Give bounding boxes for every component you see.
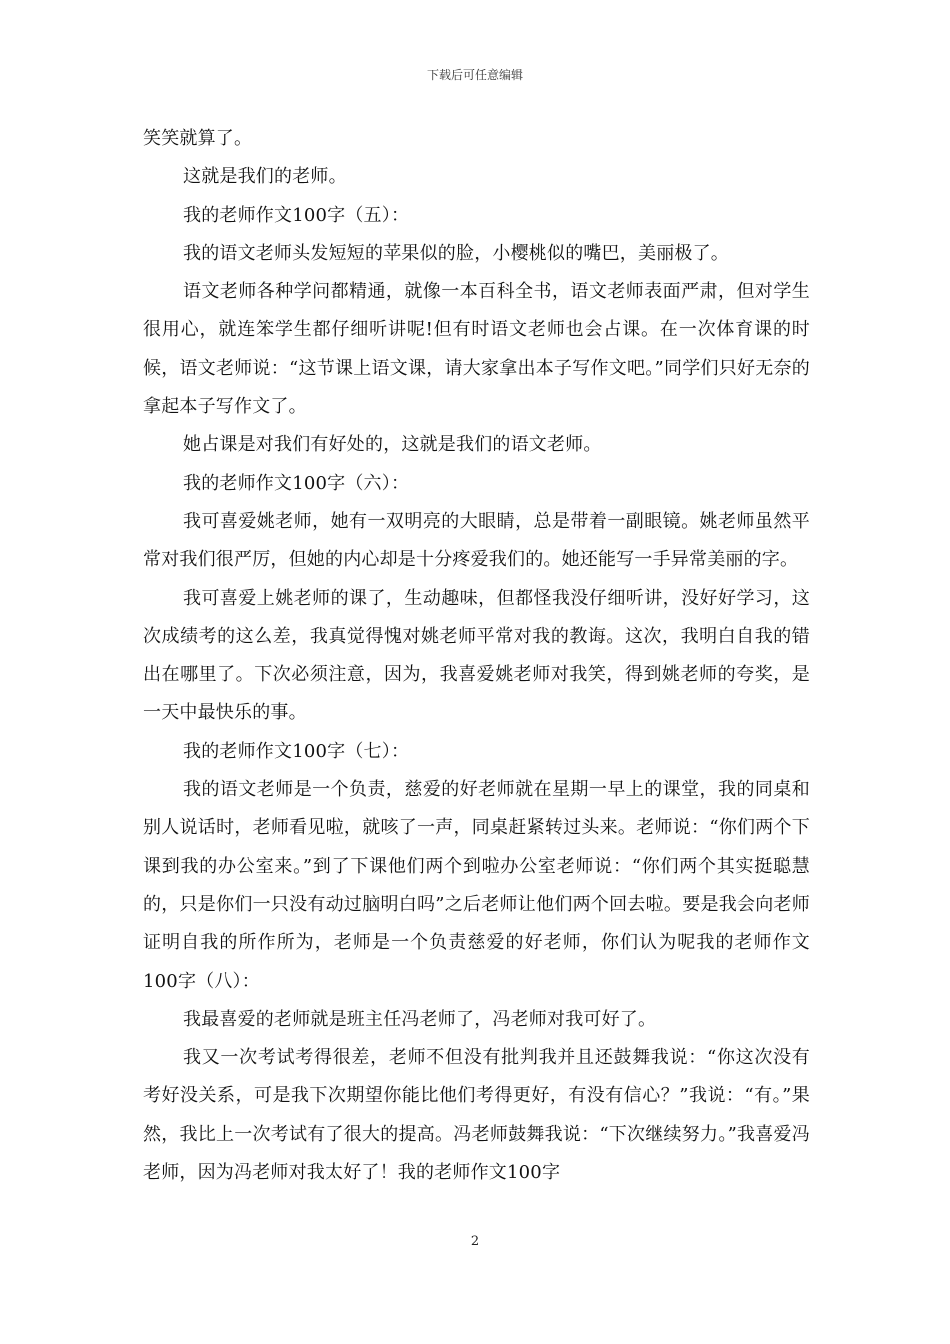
paragraph: 我又一次考试考得很差，老师不但没有批判我并且还鼓舞我说：“你这次没有考好没关系，可是我下次期望你能比他们考得更好，有没有信心？”我说：“有。”果然，我比上一次考试有了很大的提高。冯老师鼓舞我说：“下次继续努力。”我喜爱冯老师，因为冯老师对我太好了！我的老师作文100字	[143, 1047, 810, 1184]
paragraph: 她占课是对我们有好处的，这就是我们的语文老师。	[183, 434, 602, 456]
paragraph: 这就是我们的老师。	[183, 166, 347, 188]
paragraph: 我的语文老师头发短短的苹果似的脸，小樱桃似的嘴巴，美丽极了。	[183, 242, 729, 264]
section-heading: 我的老师作文100字（五）：	[183, 204, 410, 226]
page-number: 2	[470, 1234, 480, 1249]
paragraph: 我的语文老师是一个负责，慈爱的好老师就在星期一早上的课堂，我的同桌和别人说话时，老师看见啦，就咳了一声，同桌赶紧转过头来。老师说：“你们两个下课到我的办公室来。”到了下课他们两个到啦办公室老师说：“你们两个其实挺聪慧的，只是你们一只没有动过脑明白吗”之后老师让他们两个回去啦。要是我会向老师证明自我的所作所为，老师是一个负责慈爱的好老师，你们认为呢我的老师作文100字（八）：	[143, 779, 810, 992]
section-heading: 我的老师作文100字（七）：	[183, 740, 410, 762]
paragraph: 笑笑就算了。	[143, 128, 253, 149]
paragraph: 语文老师各种学问都精通，就像一本百科全书，语文老师表面严肃，但对学生很用心，就连笨学生都仔细听讲呢!但有时语文老师也会占课。在一次体育课的时候，语文老师说：“这节课上语文课，请大家拿出本子写作文吧。”同学们只好无奈的拿起本子写作文了。	[143, 281, 810, 418]
paragraph: 我可喜爱姚老师，她有一双明亮的大眼睛，总是带着一副眼镜。姚老师虽然平常对我们很严厉，但她的内心却是十分疼爱我们的。她还能写一手异常美丽的字。	[143, 510, 810, 571]
paragraph: 我可喜爱上姚老师的课了，生动趣味，但都怪我没仔细听讲，没好好学习，这次成绩考的这么差，我真觉得愧对姚老师平常对我的教诲。这次，我明白自我的错出在哪里了。下次必须注意，因为，我喜爱姚老师对我笑，得到姚老师的夸奖，是一天中最快乐的事。	[143, 587, 810, 724]
page-header: 下载后可任意编辑	[426, 68, 523, 82]
document-body	[143, 120, 810, 1192]
section-heading: 我的老师作文100字（六）：	[183, 472, 410, 494]
paragraph: 我最喜爱的老师就是班主任冯老师了，冯老师对我可好了。	[183, 1008, 657, 1030]
